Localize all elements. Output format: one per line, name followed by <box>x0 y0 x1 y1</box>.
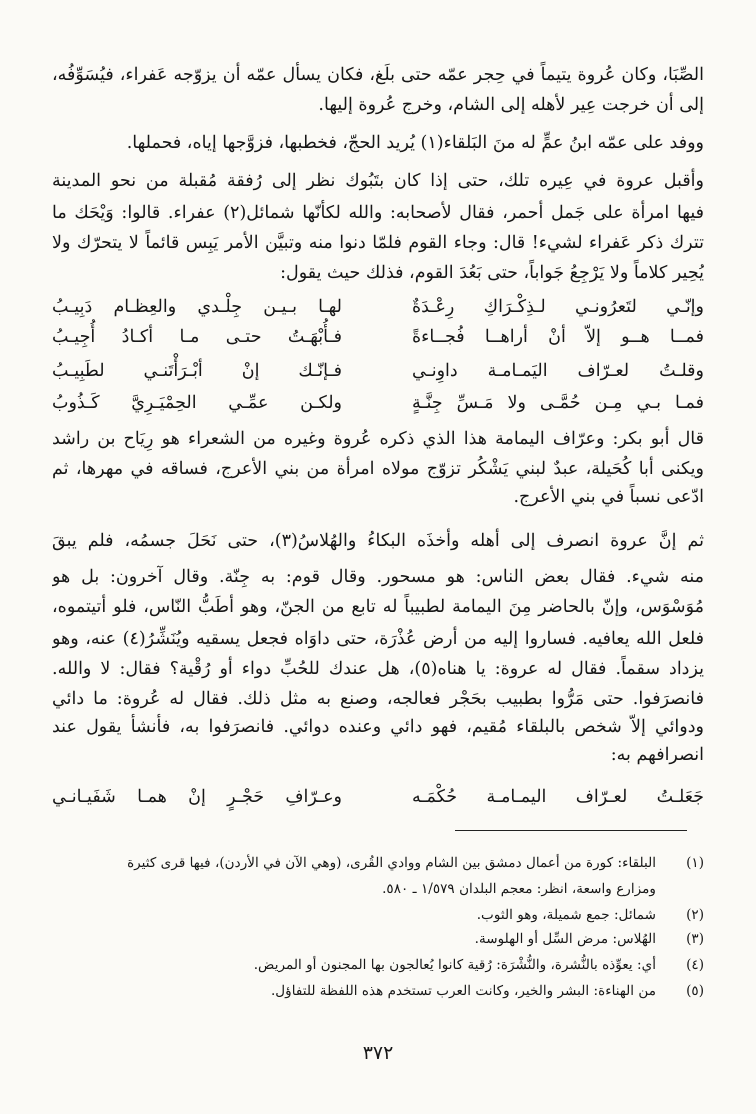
text-line: وأقبل عروة في عِيره تلك، حتى إذا كان بتَبُوك نظر إلى رُفقة مُقبلة من نحو المدينة <box>52 171 704 191</box>
page-number: ٣٧٢ <box>362 1042 394 1064</box>
footnote-continuation <box>52 878 704 900</box>
text-line: ادّعى نسباً في بني الأعرج. <box>513 487 704 507</box>
footnote-number: (٤) <box>686 957 704 973</box>
footnote <box>52 980 704 1002</box>
verse-second-hemistich: ولكـن عمِّـي الحِمْيَـرِيَّ كَـذُوبُ <box>52 393 342 413</box>
text-line: الصِّبَا، وكان عُروة يتيماً في حِجر عمّه حتى بلَغ، فكان يسأل عمّه أن يزوّجه عَفراء، فيُسَوِّفُه، <box>52 65 704 85</box>
footnote-text: الهُلاس: مرض السِّل أو الهلوسة. <box>474 931 656 947</box>
verse-second-hemistich: فـإنّـك إنْ أبْـرَأْتَنـي لطَبِيـبُ <box>52 361 342 381</box>
footnote-text: ومزارع واسعة، انظر: معجم البلدان ١/٥٧٩ ـ ٥٨٠. <box>382 881 656 897</box>
footnote-text: أي: يعوِّذه بالنُّشرة، والنُّشْرَة: رُقية كانوا يُعالجون بها المجنون أو المريض. <box>253 957 656 973</box>
text-line: فانصرَفوا. حتى مَرُّوا بطبيب بحَجْر فعالجه، وصنع به مثل ذلك. فقال له عُروة: ما دائي <box>52 689 704 709</box>
footnote <box>52 954 704 976</box>
text-line: فلعل الله يعافيه. فساروا إليه من أرض عُذْرَة، حتى داوَاه فجعل يسقيه ويُنَشِّرُ(٤) عنه، وهو <box>52 629 704 649</box>
text-line: قال أبو بكر: وعرّاف اليمامة هذا الذي ذكره عُروة وغيره من الشعراء هو رِيَاح بن راشد <box>52 429 704 449</box>
text-line: انصرافهم به: <box>610 745 704 765</box>
text-line: ودوائي إلاّ شخص بالبلقاء مُقيم، فهو دائي وعنده دوائي. فانصرَفوا به، فأنشأ يقول عند <box>52 717 704 737</box>
footnote <box>52 904 704 926</box>
text-line: منه شيء. فقال بعض الناس: هو مسحور. وقال قوم: به جِنّة. وقال آخرون: بل هو <box>52 567 704 587</box>
footnote <box>52 928 704 950</box>
verse-second-hemistich: لهـا بـيـن جِلْـدي والعِظـام دَبِيـبُ <box>52 297 342 317</box>
verse-first-hemistich: وإنّـي لتَعرُونـي لـذِكْـرَاكِ رِعْـدَةٌ <box>412 297 704 317</box>
footnote-number: (٣) <box>686 931 704 947</box>
text-line: ويكنى أبا كُحَيلة، عبدٌ لبني يَشْكُر تزوّج مولاه امرأة من بني الأعرج، فساقه في مهرها، ثم <box>52 459 704 479</box>
footnote-text: شمائل: جمع شميلة، وهو الثوب. <box>476 907 656 923</box>
footnote-separator <box>455 830 687 831</box>
text-line: ووفد على عمّه ابنُ عمٍّ له منَ البَلقاء(١) يُريد الحجّ، فخطبها، فزوَّجها إياه، فحملها. <box>126 133 704 153</box>
footnote-number: (٥) <box>686 983 704 999</box>
verse-second-hemistich: فـأُبْهَـتُ حتـى مـا أكـادُ أُجِيـبُ <box>52 327 342 347</box>
text-line: مُوَسْوَس، وإنّ بالحاضر مِنَ اليمامة لطبيباً له تابع من الجنّ، وهو أطَبُّ النّاس، فلو أتيتموه، <box>52 597 704 617</box>
footnote-number: (٢) <box>686 907 704 923</box>
footnote-number: (١) <box>686 855 704 871</box>
footnote-text: من الهناءة: البشر والخير، وكانت العرب تستخدم هذه اللفظة للتفاؤل. <box>270 983 656 999</box>
text-line: فيها امرأة على جَمل أحمر، فقال لأصحابه: والله لكأنّها شمائل(٢) عفراء. قالوا: وَيْحَك ما <box>52 203 704 223</box>
verse-first-hemistich: جَعَلـتُ لعـرّاف اليمـامـة حُكْمَـه <box>412 787 704 807</box>
verse-first-hemistich: فمــا هــو إلاّ أنْ أراهــا فُجــاءةً <box>412 327 704 347</box>
text-line: يُحِير كلاماً ولا يَرْجِعُ جَواباً، حتى بَعُدَ القوم، فذلك حيث يقول: <box>280 263 704 283</box>
footnote <box>52 852 704 874</box>
text-line: ثم إنَّ عروة انصرف إلى أهله وأخذَه البكاءُ والهُلاسُ(٣)، حتى نَحَلَ جسمُه، فلم يبقَ <box>52 531 704 551</box>
text-line: تترك ذكر عَفراء لشيء! قال: وجاء القوم فلمّا دنوا منه وتبيَّن الأمر يَبِس قائماً لا يتحرّك ولا <box>52 233 704 253</box>
verse-first-hemistich: فمـا بـي مِـن حُمَّـى ولا مَـسِّ جِنَّـةٍ <box>412 393 704 413</box>
text-line: يزداد سقماً. فقال له عروة: يا هناه(٥)، هل عندك للحُبِّ دواء أو رُقْية؟ فقال: لا والله. <box>52 659 704 679</box>
text-line: إلى أن خرجت عِير لأهله إلى الشام، وخرج عُروة إليها. <box>318 95 704 115</box>
footnote-text: البلقاء: كورة من أعمال دمشق بين الشام ووادي القُرى، (وهي الآن في الأردن)، فيها قرى كثيرة <box>127 855 656 871</box>
verse-first-hemistich: وقلـتُ لعـرّاف اليَمـامـة داوِنـي <box>412 361 704 381</box>
verse-second-hemistich: وعـرّافِ حَجْـرٍ إنْ همـا شَفَيـانـي <box>52 787 342 807</box>
